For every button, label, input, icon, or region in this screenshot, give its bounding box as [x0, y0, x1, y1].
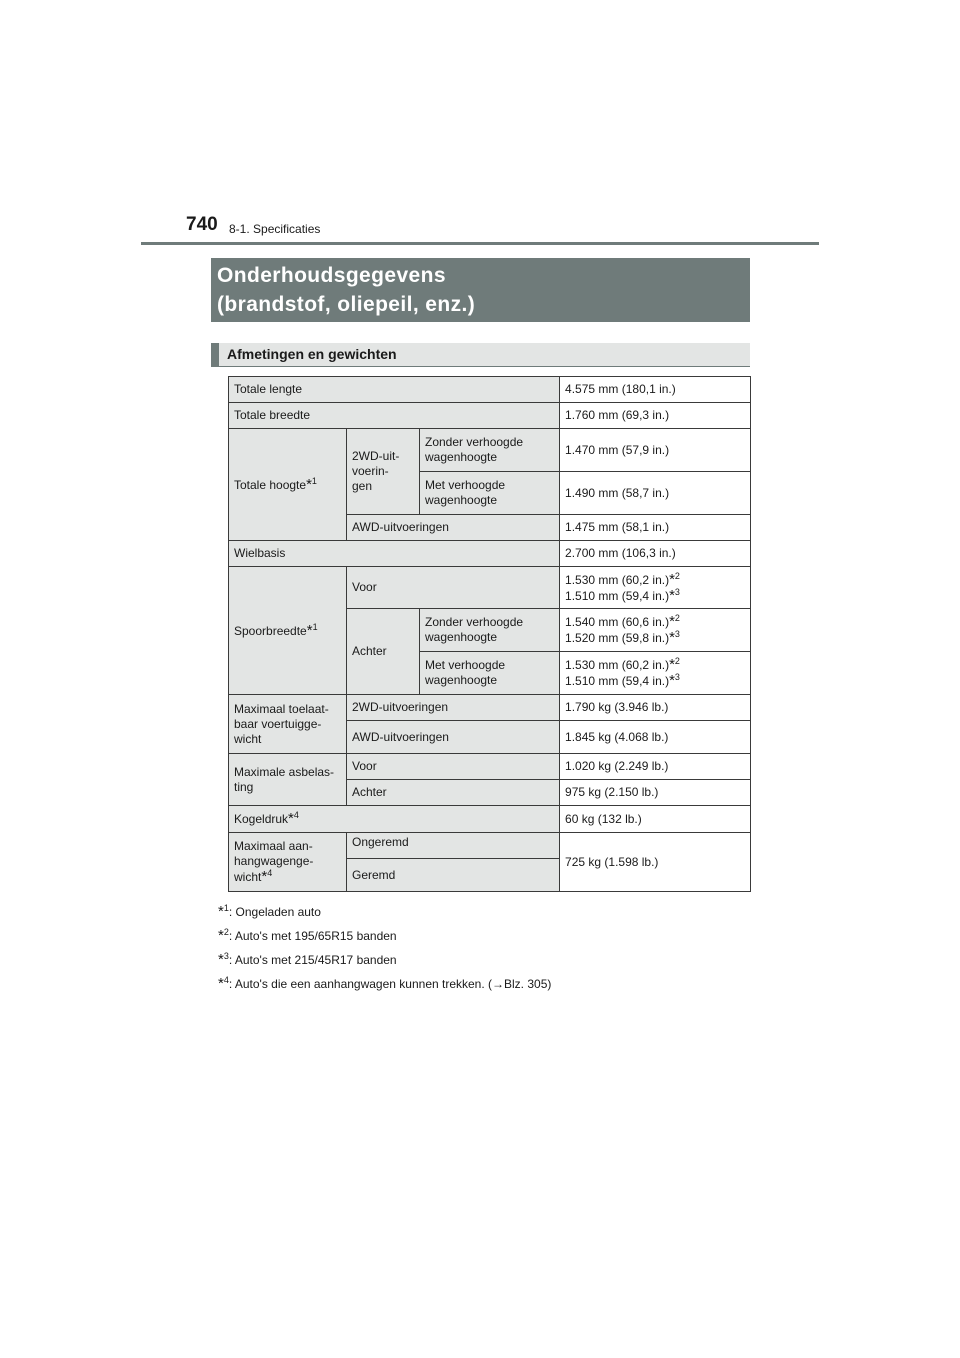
table-row — [229, 377, 751, 403]
trailer-unbraked-label: Ongeremd — [347, 833, 560, 859]
table-row — [229, 567, 751, 609]
height-2wd-standard-label: Zonder verhoogde wagenhoogte — [420, 429, 560, 472]
footnote-star: * — [669, 570, 675, 588]
footnote-ref: 1 — [311, 475, 317, 486]
footnote-star: * — [218, 903, 224, 920]
dimensions-weights-table — [228, 376, 751, 892]
max-weight-2wd-label: 2WD-uitvoeringen — [347, 695, 560, 721]
trailer-braked-label: Geremd — [347, 859, 560, 892]
track-rear-raised-label: Met verhoogde wagenhoogte — [420, 652, 560, 695]
footnote-star: * — [669, 586, 675, 604]
footnote-star: * — [288, 810, 294, 827]
max-trailer-weight-label: Maximaal aan- hangwagenge- wicht*$^4$ — [229, 833, 347, 892]
axle-front-label: Voor — [347, 754, 560, 780]
track-front-value: 1.530 mm (60,2 in.)*$^2$ 1.510 mm (59,4 in.)*$^3$ — [560, 567, 751, 609]
footnote-ref: 2 — [674, 570, 680, 581]
height-2wd-raised-label: Met verhoogde wagenhoogte — [420, 472, 560, 515]
header-divider — [141, 242, 819, 245]
track-rear-standard-label: Zonder verhoogde wagenhoogte — [420, 609, 560, 652]
track-width-label: Spoorbreedte*$^1$ — [229, 567, 347, 695]
total-length-label: Totale lengte — [229, 377, 560, 403]
axle-rear-label: Achter — [347, 780, 560, 806]
section-title-line-1: Onderhoudsgegevens — [217, 264, 446, 287]
footnote-star: * — [218, 927, 224, 944]
tongue-load-label: Kogeldruk*$^4$ — [229, 806, 560, 833]
footnote-number: 4 — [223, 975, 229, 985]
height-awd-label: AWD-uitvoeringen — [347, 515, 560, 541]
footnote-star: * — [669, 656, 675, 673]
footnote-number: 2 — [223, 927, 229, 937]
max-weight-awd-value: 1.845 kg (4.068 lb.) — [560, 721, 751, 754]
footnote-ref: 2 — [674, 656, 680, 666]
footnote-star: * — [218, 951, 224, 968]
footnote-text: : Ongeladen auto — [228, 905, 321, 919]
footnote-star: * — [669, 629, 675, 646]
footnote-number: 1 — [223, 903, 229, 913]
total-width-value: 1.760 mm (69,3 in.) — [560, 403, 751, 429]
footnote-star: * — [306, 475, 312, 493]
footnote-text: : Auto's die een aanhangwagen kunnen trekken. (→Blz. 305) — [228, 977, 552, 991]
table-row — [229, 541, 751, 567]
tongue-load-value: 60 kg (132 lb.) — [560, 806, 751, 833]
footnote-1 — [218, 900, 551, 924]
table-row — [229, 806, 751, 833]
wheelbase-value: 2.700 mm (106,3 in.) — [560, 541, 751, 567]
footnote-ref: 4 — [267, 868, 273, 878]
footnote-star: * — [306, 621, 313, 639]
section-title-line-2: (brandstof, oliepeil, enz.) — [217, 293, 476, 316]
section-title-bar — [211, 258, 750, 322]
table-row — [229, 754, 751, 780]
footnote-ref: 1 — [312, 621, 318, 632]
footnotes — [218, 900, 551, 996]
height-awd-value: 1.475 mm (58,1 in.) — [560, 515, 751, 541]
total-length-value: 4.575 mm (180,1 in.) — [560, 377, 751, 403]
footnote-text: : Auto's met 215/45R17 banden — [228, 953, 397, 967]
height-2wd-standard-value: 1.470 mm (57,9 in.) — [560, 429, 751, 472]
total-width-label: Totale breedte — [229, 403, 560, 429]
footnote-ref: 3 — [674, 629, 680, 639]
total-height-label: Totale hoogte*$^1$ — [229, 429, 347, 541]
footnote-ref: 4 — [293, 810, 299, 820]
footnote-star: * — [669, 613, 675, 630]
max-axle-load-label: Maximale asbelas- ting — [229, 754, 347, 806]
axle-rear-value: 975 kg (2.150 lb.) — [560, 780, 751, 806]
section-reference: 8-1. Specificaties — [229, 222, 321, 236]
table-row — [229, 833, 751, 859]
table-row — [229, 695, 751, 721]
axle-front-value: 1.020 kg (2.249 lb.) — [560, 754, 751, 780]
footnote-number: 3 — [223, 951, 229, 961]
track-rear-standard-value: 1.540 mm (60,6 in.)*$^2$ 1.520 mm (59,8 in.)*$^3$ — [560, 609, 751, 652]
footnote-2 — [218, 924, 551, 948]
footnote-ref: 2 — [674, 613, 680, 623]
footnote-ref: 3 — [674, 672, 680, 682]
track-rear-raised-value: 1.530 mm (60,2 in.)*$^2$ 1.510 mm (59,4 in.)*$^3$ — [560, 652, 751, 695]
footnote-star: * — [669, 672, 675, 689]
table-row — [229, 403, 751, 429]
page-number: 740 — [186, 214, 218, 235]
max-vehicle-weight-label: Maximaal toelaat- baar voertuigge- wicht — [229, 695, 347, 754]
footnote-star: * — [261, 868, 268, 885]
subsection-title: Afmetingen en gewichten — [211, 343, 750, 367]
footnote-star: * — [218, 975, 224, 992]
wheelbase-label: Wielbasis — [229, 541, 560, 567]
height-2wd-group: 2WD-uit- voerin- gen — [347, 429, 420, 515]
footnote-3 — [218, 948, 551, 972]
trailer-weight-value: 725 kg (1.598 lb.) — [560, 833, 751, 892]
track-front-label: Voor — [347, 567, 560, 609]
track-rear-label: Achter — [347, 609, 420, 695]
footnote-ref: 3 — [674, 586, 680, 597]
footnote-text: : Auto's met 195/65R15 banden — [228, 929, 397, 943]
footnote-4 — [218, 972, 551, 996]
table-row — [229, 429, 751, 472]
height-2wd-raised-value: 1.490 mm (58,7 in.) — [560, 472, 751, 515]
max-weight-2wd-value: 1.790 kg (3.946 lb.) — [560, 695, 751, 721]
max-weight-awd-label: AWD-uitvoeringen — [347, 721, 560, 754]
